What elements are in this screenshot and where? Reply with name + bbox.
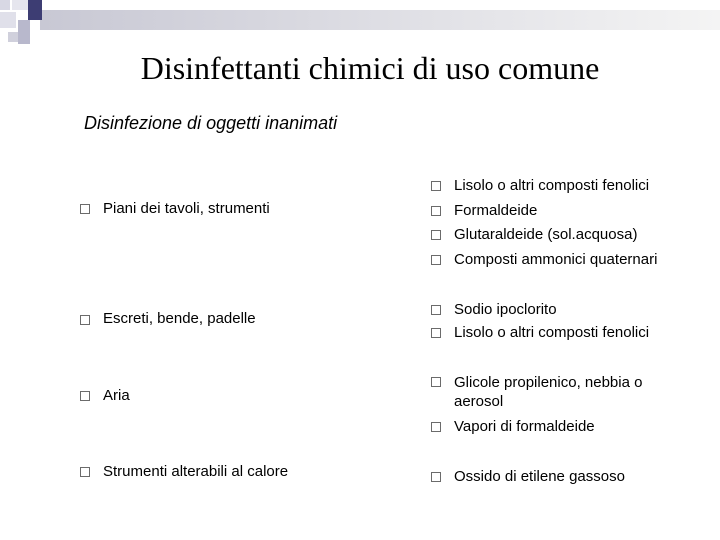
left-item: Escreti, bende, padelle — [103, 310, 256, 327]
square-bullet-icon — [431, 305, 441, 315]
right-item: Glicole propilenico, nebbia o aerosol — [454, 374, 643, 410]
right-item: Composti ammonici quaternari — [454, 251, 658, 268]
right-item: Formaldeide — [454, 202, 538, 219]
square-bullet-icon — [431, 377, 441, 387]
slide-title: Disinfettanti chimici di uso comune — [140, 50, 600, 86]
square-bullet-icon — [431, 255, 441, 265]
square-bullet-icon — [431, 230, 441, 240]
slide-subtitle: Disinfezione di oggetti inanimati — [84, 113, 338, 133]
right-item: Glutaraldeide (sol.acquosa) — [454, 226, 638, 243]
left-item: Aria — [103, 387, 130, 404]
right-item: Ossido di etilene gassoso — [454, 468, 625, 485]
right-item: Vapori di formaldeide — [454, 418, 595, 435]
square-bullet-icon — [80, 204, 90, 214]
square-bullet-icon — [431, 422, 441, 432]
right-item: Lisolo o altri composti fenolici — [454, 324, 650, 341]
square-bullet-icon — [80, 391, 90, 401]
left-item: Strumenti alterabili al calore — [103, 463, 289, 480]
square-bullet-icon — [80, 467, 90, 477]
square-bullet-icon — [80, 315, 90, 325]
square-bullet-icon — [431, 206, 441, 216]
left-item: Piani dei tavoli, strumenti — [103, 200, 270, 217]
square-bullet-icon — [431, 328, 441, 338]
square-bullet-icon — [431, 472, 441, 482]
square-bullet-icon — [431, 181, 441, 191]
right-item: Lisolo o altri composti fenolici — [454, 177, 650, 194]
right-item: Sodio ipoclorito — [454, 301, 557, 318]
